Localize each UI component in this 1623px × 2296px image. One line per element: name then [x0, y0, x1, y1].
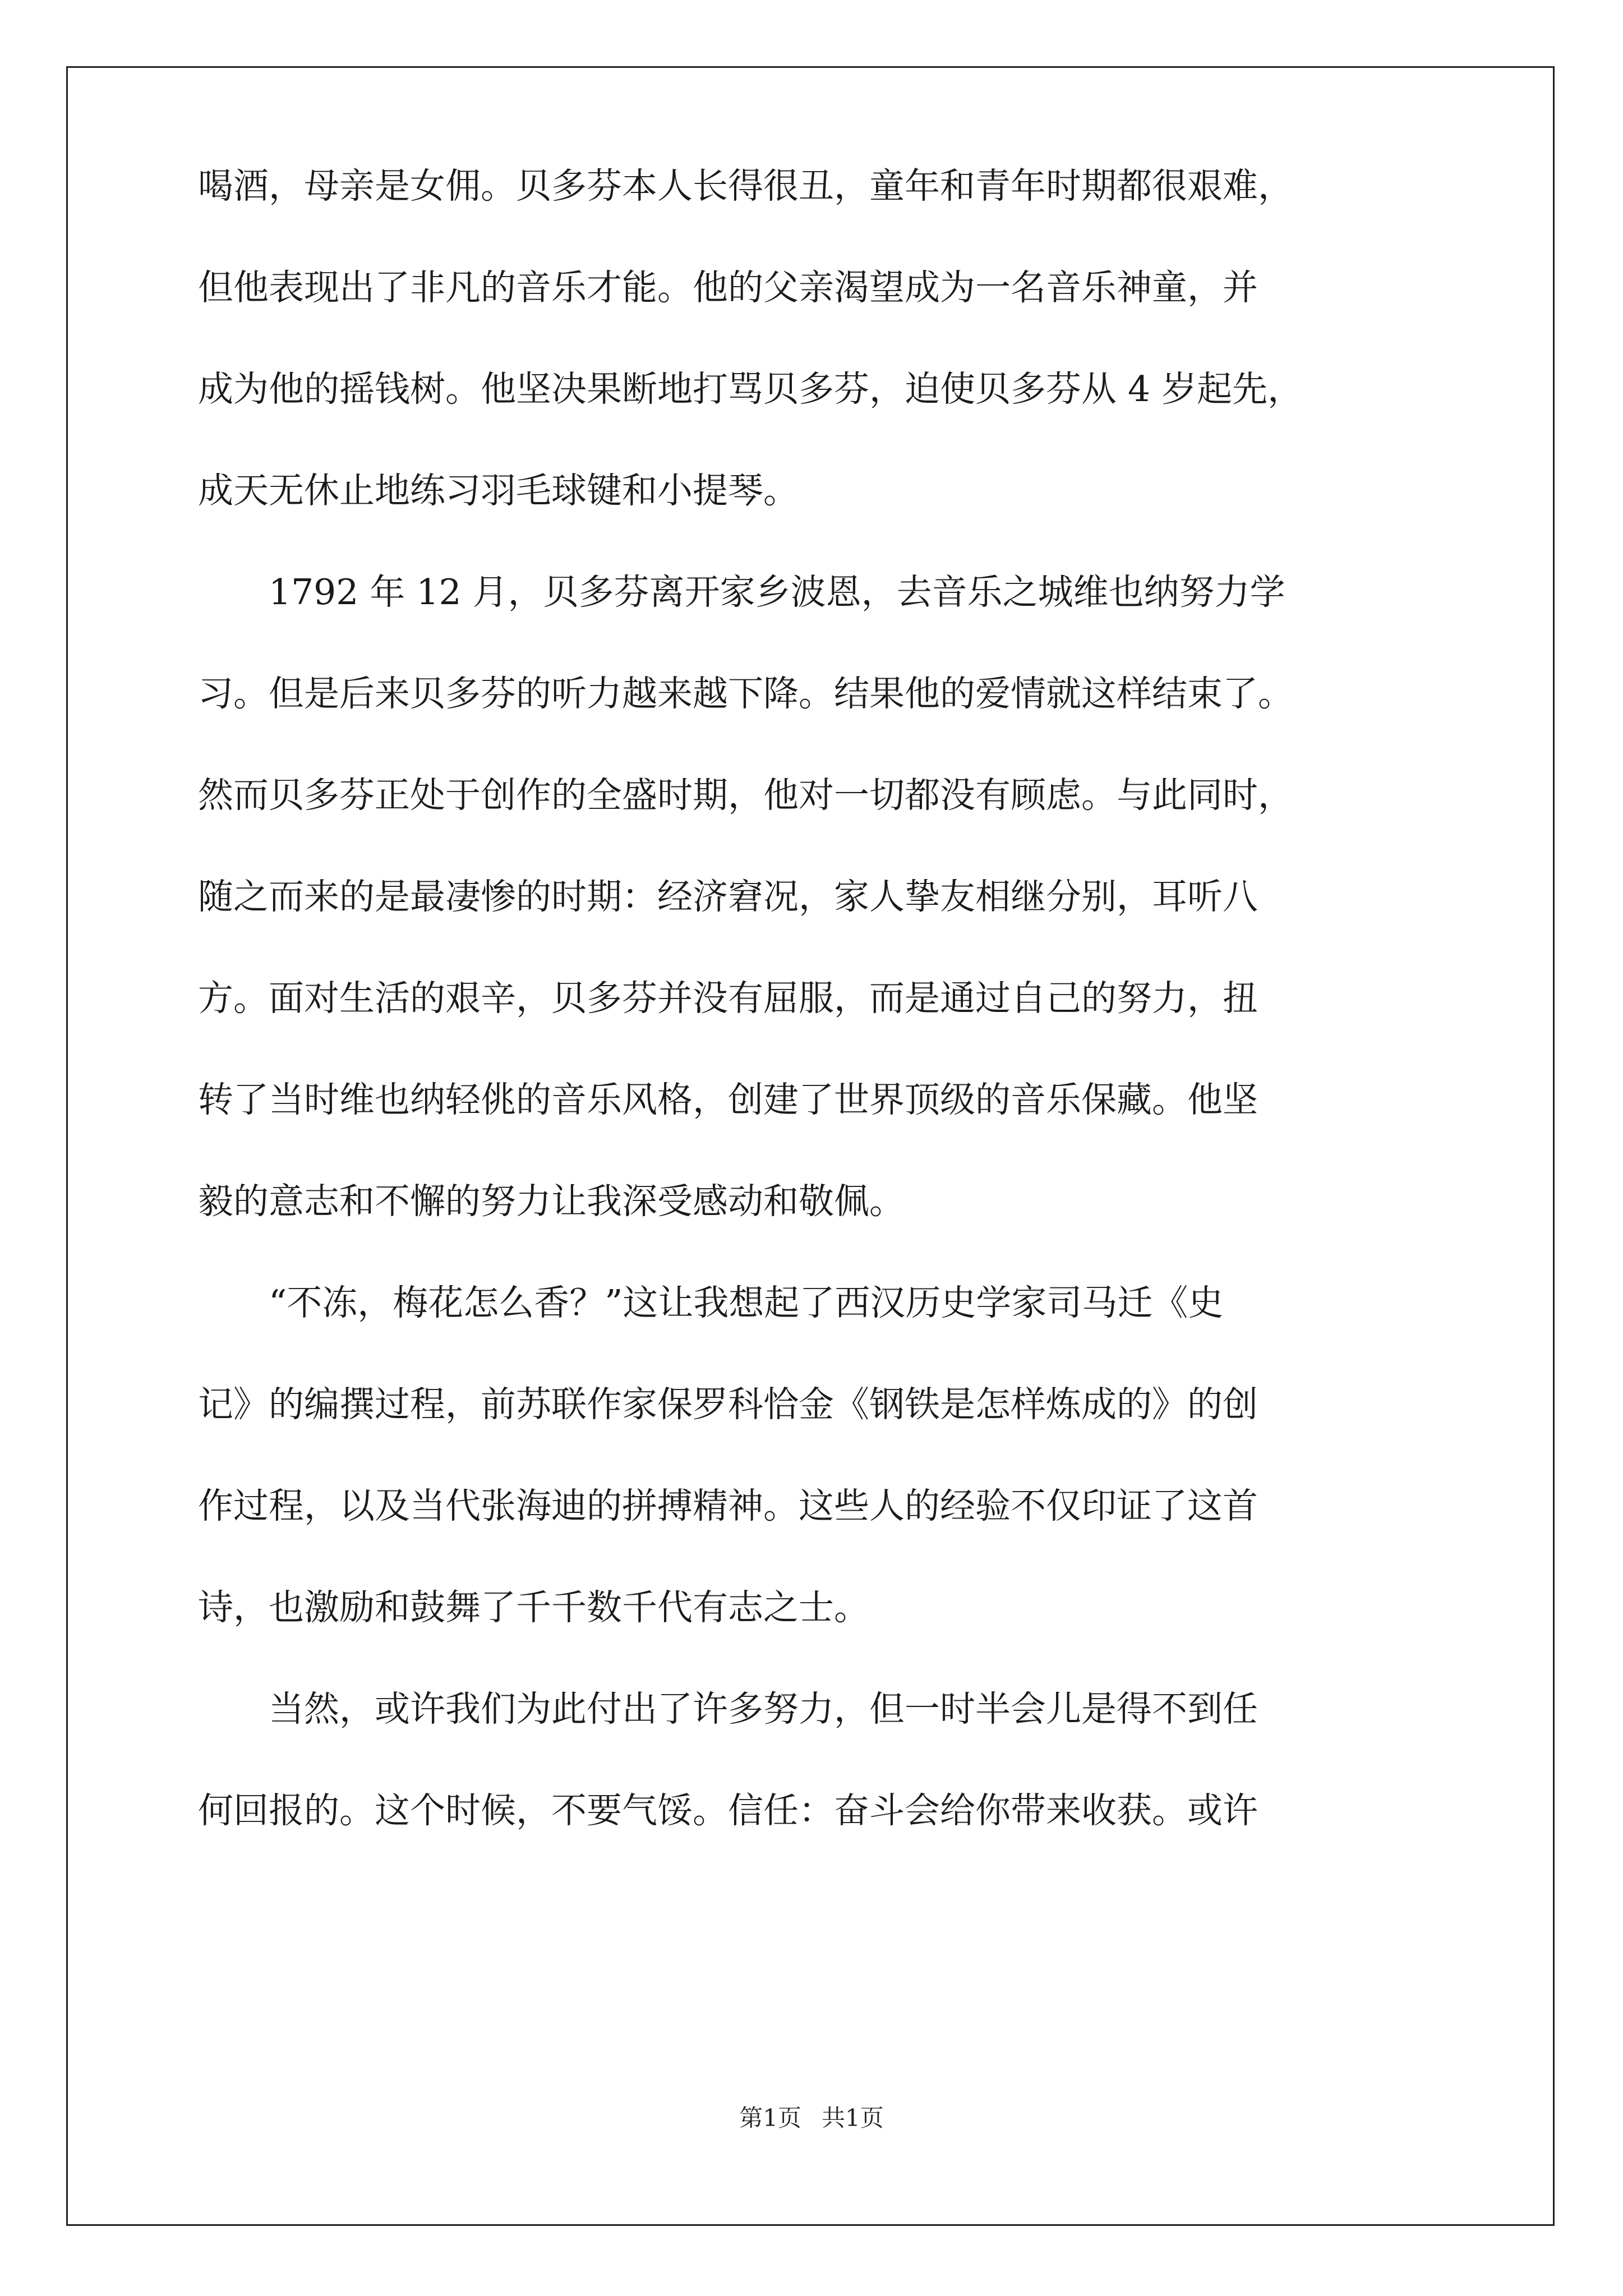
text-line: “不冻，梅花怎么香？”这让我想起了西汉历史学家司马迁《史: [198, 1282, 1224, 1323]
page-footer: [0, 2105, 1623, 2132]
text-line: 转了当时维也纳轻佻的音乐风格，创建了世界顶级的音乐保藏。他坚: [198, 1079, 1258, 1120]
text-line: 记》的编撰过程，前苏联作家保罗科恰金《钢铁是怎样炼成的》的创: [198, 1384, 1258, 1425]
text-line: 随之而来的是最凄惨的时期：经济窘况，家人挚友相继分别，耳听八: [198, 876, 1258, 917]
text-line: 何回报的。这个时候，不要气馁。信任：奋斗会给你带来收获。或许: [198, 1790, 1258, 1831]
text-line: 方。面对生活的艰辛，贝多芬并没有屈服，而是通过自己的努力，扭: [198, 978, 1258, 1019]
text-line: 成天无休止地练习羽毛球键和小提琴。: [198, 470, 799, 511]
page-total: 共1页: [822, 2104, 884, 2132]
text-line: 当然，或许我们为此付出了许多努力，但一时半会儿是得不到任: [198, 1688, 1258, 1729]
text-line: 1792 年 12 月，贝多芬离开家乡波恩，去音乐之城维也纳努力学: [198, 572, 1285, 613]
document-body: [198, 165, 1432, 1894]
text-line: 诗，也激励和鼓舞了千千数千代有志之士。: [198, 1587, 869, 1628]
text-line: 作过程，以及当代张海迪的拼搏精神。这些人的经验不仅印证了这首: [198, 1485, 1258, 1526]
text-line: 然而贝多芬正处于创作的全盛时期，他对一切都没有顾虑。与此同时，: [198, 775, 1293, 816]
text-line: 习。但是后来贝多芬的听力越来越下降。结果他的爱情就这样结束了。: [198, 673, 1293, 714]
text-line: 毅的意志和不懈的努力让我深受感动和敬佩。: [198, 1181, 905, 1222]
text-line: 喝酒，母亲是女佣。贝多芬本人长得很丑，童年和青年时期都很艰难，: [198, 165, 1293, 206]
page-number: 第1页: [739, 2104, 801, 2132]
text-line: 但他表现出了非凡的音乐才能。他的父亲渴望成为一名音乐神童，并: [198, 267, 1258, 308]
text-line: 成为他的摇钱树。他坚决果断地打骂贝多芬，迫使贝多芬从 4 岁起先，: [198, 369, 1303, 409]
